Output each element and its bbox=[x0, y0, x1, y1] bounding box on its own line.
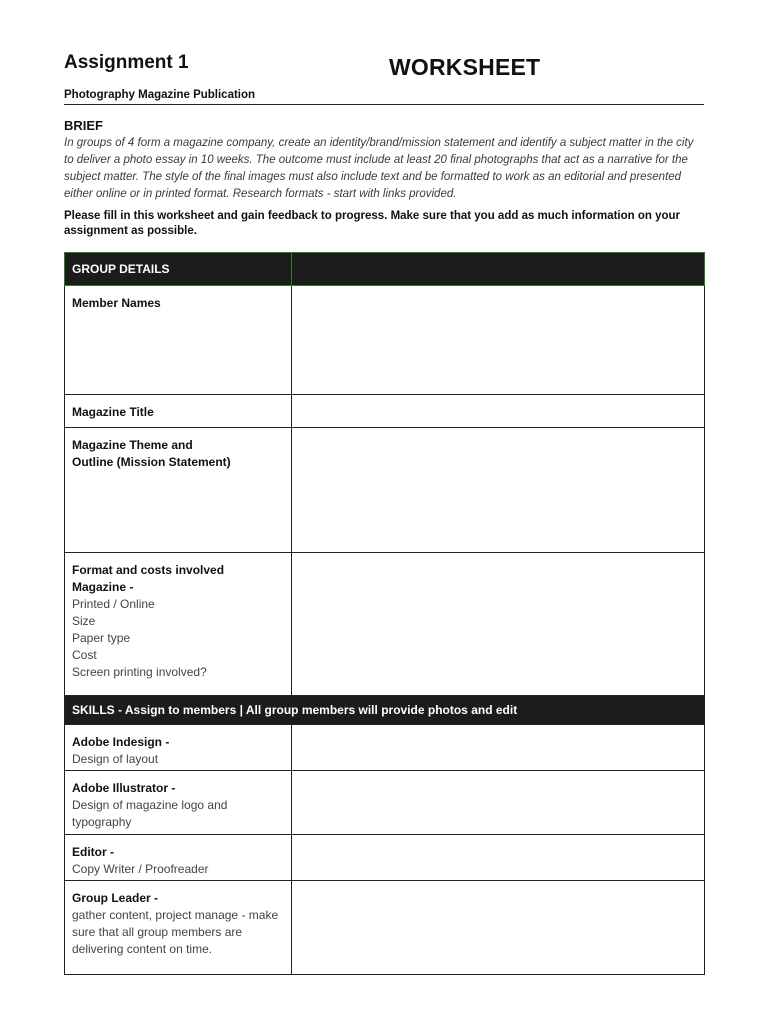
brief-heading: BRIEF bbox=[64, 118, 103, 133]
format-item: Screen printing involved? bbox=[72, 665, 207, 679]
format-costs-line2: Magazine - bbox=[72, 580, 134, 594]
skill-name: Editor - bbox=[72, 845, 114, 859]
skill-name: Adobe Illustrator - bbox=[72, 781, 176, 795]
skill-desc: delivering content on time. bbox=[72, 942, 213, 956]
worksheet-table bbox=[64, 252, 705, 975]
skill-row-indesign bbox=[65, 725, 705, 771]
skill-field-illustrator[interactable] bbox=[292, 771, 705, 835]
format-costs-row bbox=[65, 553, 705, 696]
skill-field-group-leader[interactable] bbox=[292, 881, 705, 975]
skill-desc: Copy Writer / Proofreader bbox=[72, 862, 209, 876]
skill-name: Adobe Indesign - bbox=[72, 735, 170, 749]
member-names-field[interactable] bbox=[292, 286, 705, 395]
group-details-header-row bbox=[65, 253, 705, 286]
magazine-theme-line1: Magazine Theme and bbox=[72, 438, 193, 452]
subtitle: Photography Magazine Publication bbox=[64, 89, 256, 101]
group-details-header-blank bbox=[292, 253, 705, 286]
skill-row-editor bbox=[65, 835, 705, 881]
magazine-title-text: Magazine Title bbox=[72, 405, 154, 419]
skill-label-illustrator bbox=[65, 771, 292, 835]
skills-header: SKILLS - Assign to members | All group members will provide photos and edit bbox=[65, 696, 705, 725]
instruction-text: Please fill in this worksheet and gain feedback to progress. Make sure that you add as much information on your assignment as possible. bbox=[64, 210, 681, 237]
magazine-theme-row bbox=[65, 428, 705, 553]
header-divider bbox=[64, 104, 704, 105]
skill-desc: gather content, project manage - make bbox=[72, 908, 279, 922]
worksheet-title: WORKSHEET bbox=[389, 54, 541, 80]
magazine-theme-field[interactable] bbox=[292, 428, 705, 553]
skill-desc: Design of magazine logo and bbox=[72, 798, 228, 812]
skill-desc: Design of layout bbox=[72, 752, 159, 766]
skill-desc: sure that all group members are bbox=[72, 925, 243, 939]
magazine-title-label bbox=[65, 395, 292, 428]
magazine-title-row bbox=[65, 395, 705, 428]
magazine-theme-line2: Outline (Mission Statement) bbox=[72, 455, 231, 469]
format-costs-label bbox=[65, 553, 292, 696]
format-costs-line1: Format and costs involved bbox=[72, 563, 225, 577]
skill-field-editor[interactable] bbox=[292, 835, 705, 881]
member-names-text: Member Names bbox=[72, 296, 161, 310]
skill-label-group-leader bbox=[65, 881, 292, 975]
format-item: Paper type bbox=[72, 631, 131, 645]
brief-text: In groups of 4 form a magazine company, create an identity/brand/mission statement and identify a subject matter in the city to deliver a photo essay in 10 weeks. The outcome must include at least 20 final photographs that act as a narrative for the subject matter. The style of the final images must also include text and be formatted to work as an editorial and presented either online or in printed format. Research formats - start with links provided. bbox=[64, 137, 694, 200]
member-names-row bbox=[65, 286, 705, 395]
group-details-header: GROUP DETAILS bbox=[65, 253, 292, 286]
magazine-theme-label bbox=[65, 428, 292, 553]
format-item: Size bbox=[72, 614, 96, 628]
assignment-title: Assignment 1 bbox=[64, 52, 189, 73]
format-costs-field[interactable] bbox=[292, 553, 705, 696]
magazine-title-field[interactable] bbox=[292, 395, 705, 428]
skill-name: Group Leader - bbox=[72, 891, 159, 905]
skill-label-editor bbox=[65, 835, 292, 881]
skill-label-indesign bbox=[65, 725, 292, 771]
skill-field-indesign[interactable] bbox=[292, 725, 705, 771]
skill-row-group-leader bbox=[65, 881, 705, 975]
member-names-label bbox=[65, 286, 292, 395]
format-item: Printed / Online bbox=[72, 597, 155, 611]
skills-header-row bbox=[65, 696, 705, 725]
format-item: Cost bbox=[72, 648, 97, 662]
skill-desc: typography bbox=[72, 815, 132, 829]
skill-row-illustrator bbox=[65, 771, 705, 835]
